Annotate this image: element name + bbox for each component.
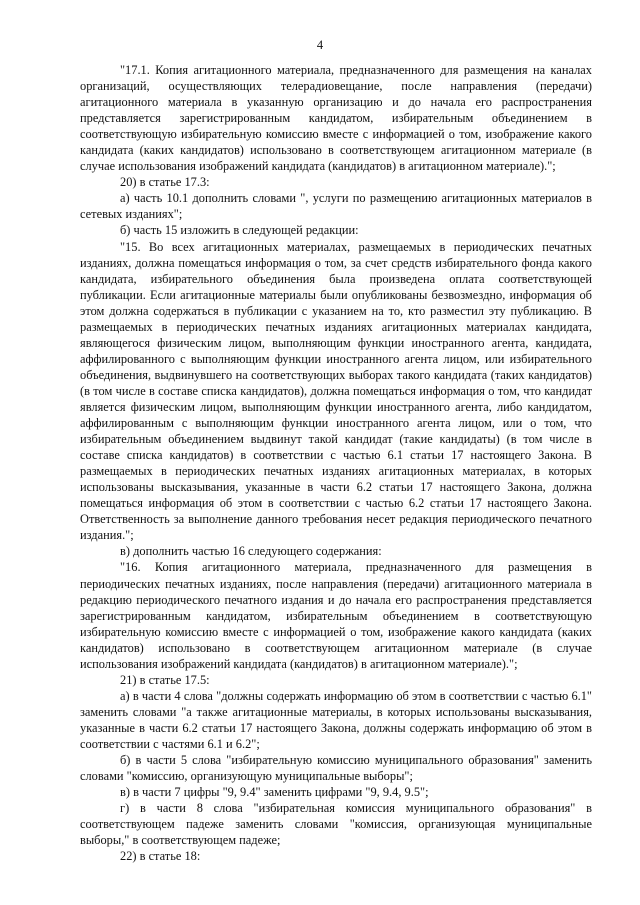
item-20-v: в) дополнить частью 16 следующего содержания: — [120, 544, 382, 559]
document-body — [80, 62, 592, 864]
item-21-a: а) в части 4 слова "должны содержать информацию об этом в соответствии с частью 6.1" заменить словами "а также агитационные материалы, в которых использованы высказывания, указанные в части 6.2 статьи 17 настоящего Закона, должны содержать информацию об этом в соответствии с частями 6.1 и 6.2"; — [80, 688, 592, 751]
item-20-a: а) часть 10.1 дополнить словами ", услуги по размещению агитационных материалов в сетевых изданиях"; — [80, 191, 592, 222]
page-number: 4 — [316, 38, 324, 52]
item-20-b: б) часть 15 изложить в следующей редакции: — [120, 223, 359, 238]
paragraph-15-text: "15. Во всех агитационных материалах, размещаемых в периодических печатных изданиях, должна помещаться информация о том, за счет средств избирательного фонда какого кандидата, избирательного объединения была произведена оплата соответствующей публикации. Если агитационные материалы были опубликованы безвозмездно, информация об этом должна содержаться в публикации с указанием на то, кто разместил эту публикацию. В размещаемых в периодических печатных изданиях агитационных материалах кандидата, являющегося физическим лицом, выполняющим функции иностранного агента, кандидата, аффилированного с выполняющим функции иностранного агента лицом, или избирательного объединения, выдвинувшего на соответствующих выборах такого кандидата (таких кандидатов) (в том числе в составе списка кандидатов), должна помещаться информация о том, что кандидат является физическим лицом, выполняющим функции иностранного агента, либо кандидатом, аффилированным с выполняющим функции иностранного агента лицом, или о том, что избирательным объединением выдвинут такой кандидат (такие кандидаты) (в том числе в составе списка кандидатов) в соответствии с частью 6.1 статьи 17 настоящего Закона. В размещаемых в периодических печатных изданиях агитационных материалах, в которых использованы высказывания, указанные в части 6.2 статьи 17 настоящего Закона, должна помещаться информация об этом в соответствии с частью 6.2 статьи 17 настоящего Закона. Ответственность за выполнение данного требования несет редакция периодического печатного издания."; — [80, 239, 592, 543]
item-21-b: б) в части 5 слова "избирательную комиссию муниципального образования" заменить словами "комиссию, организующую муниципальные выборы"; — [80, 753, 592, 784]
item-20-heading: 20) в статье 17.3: — [120, 175, 210, 190]
item-21-v: в) в части 7 цифры "9, 9.4" заменить цифрами "9, 9.4, 9.5"; — [120, 785, 429, 800]
item-22-heading: 22) в статье 18: — [120, 849, 201, 864]
item-21-g: г) в части 8 слова "избирательная комиссия муниципального образования" в соответствующем падеже заменить словами "комиссия, организующая муниципальные выборы," в соответствующем падеже; — [80, 801, 592, 848]
paragraph-17-1: "17.1. Копия агитационного материала, предназначенного для размещения на каналах организаций, осуществляющих телерадиовещание, после направления (передачи) агитационного материала в указанную организацию и до начала его распространения представляется зарегистрированным кандидатом, избирательным объединением в соответствующую избирательную комиссию вместе с информацией о том, изображение какого кандидата (каких кандидатов) использовано в соответствующем агитационном материале (в случае использования изображений кандидата (кандидатов) в агитационном материале)."; — [80, 63, 592, 174]
item-21-heading: 21) в статье 17.5: — [120, 672, 210, 687]
paragraph-16-text: "16. Копия агитационного материала, предназначенного для размещения в периодических печатных изданиях, после направления (передачи) агитационного материала в редакцию периодического печатного издания и до начала его распространения представляется зарегистрированным кандидатом, избирательным объединением в соответствующую избирательную комиссию вместе с информацией о том, изображение какого кандидата (каких кандидатов) использовано в соответствующем агитационном материале (в случае использования изображений кандидата (кандидатов) в агитационном материале)."; — [80, 560, 592, 671]
